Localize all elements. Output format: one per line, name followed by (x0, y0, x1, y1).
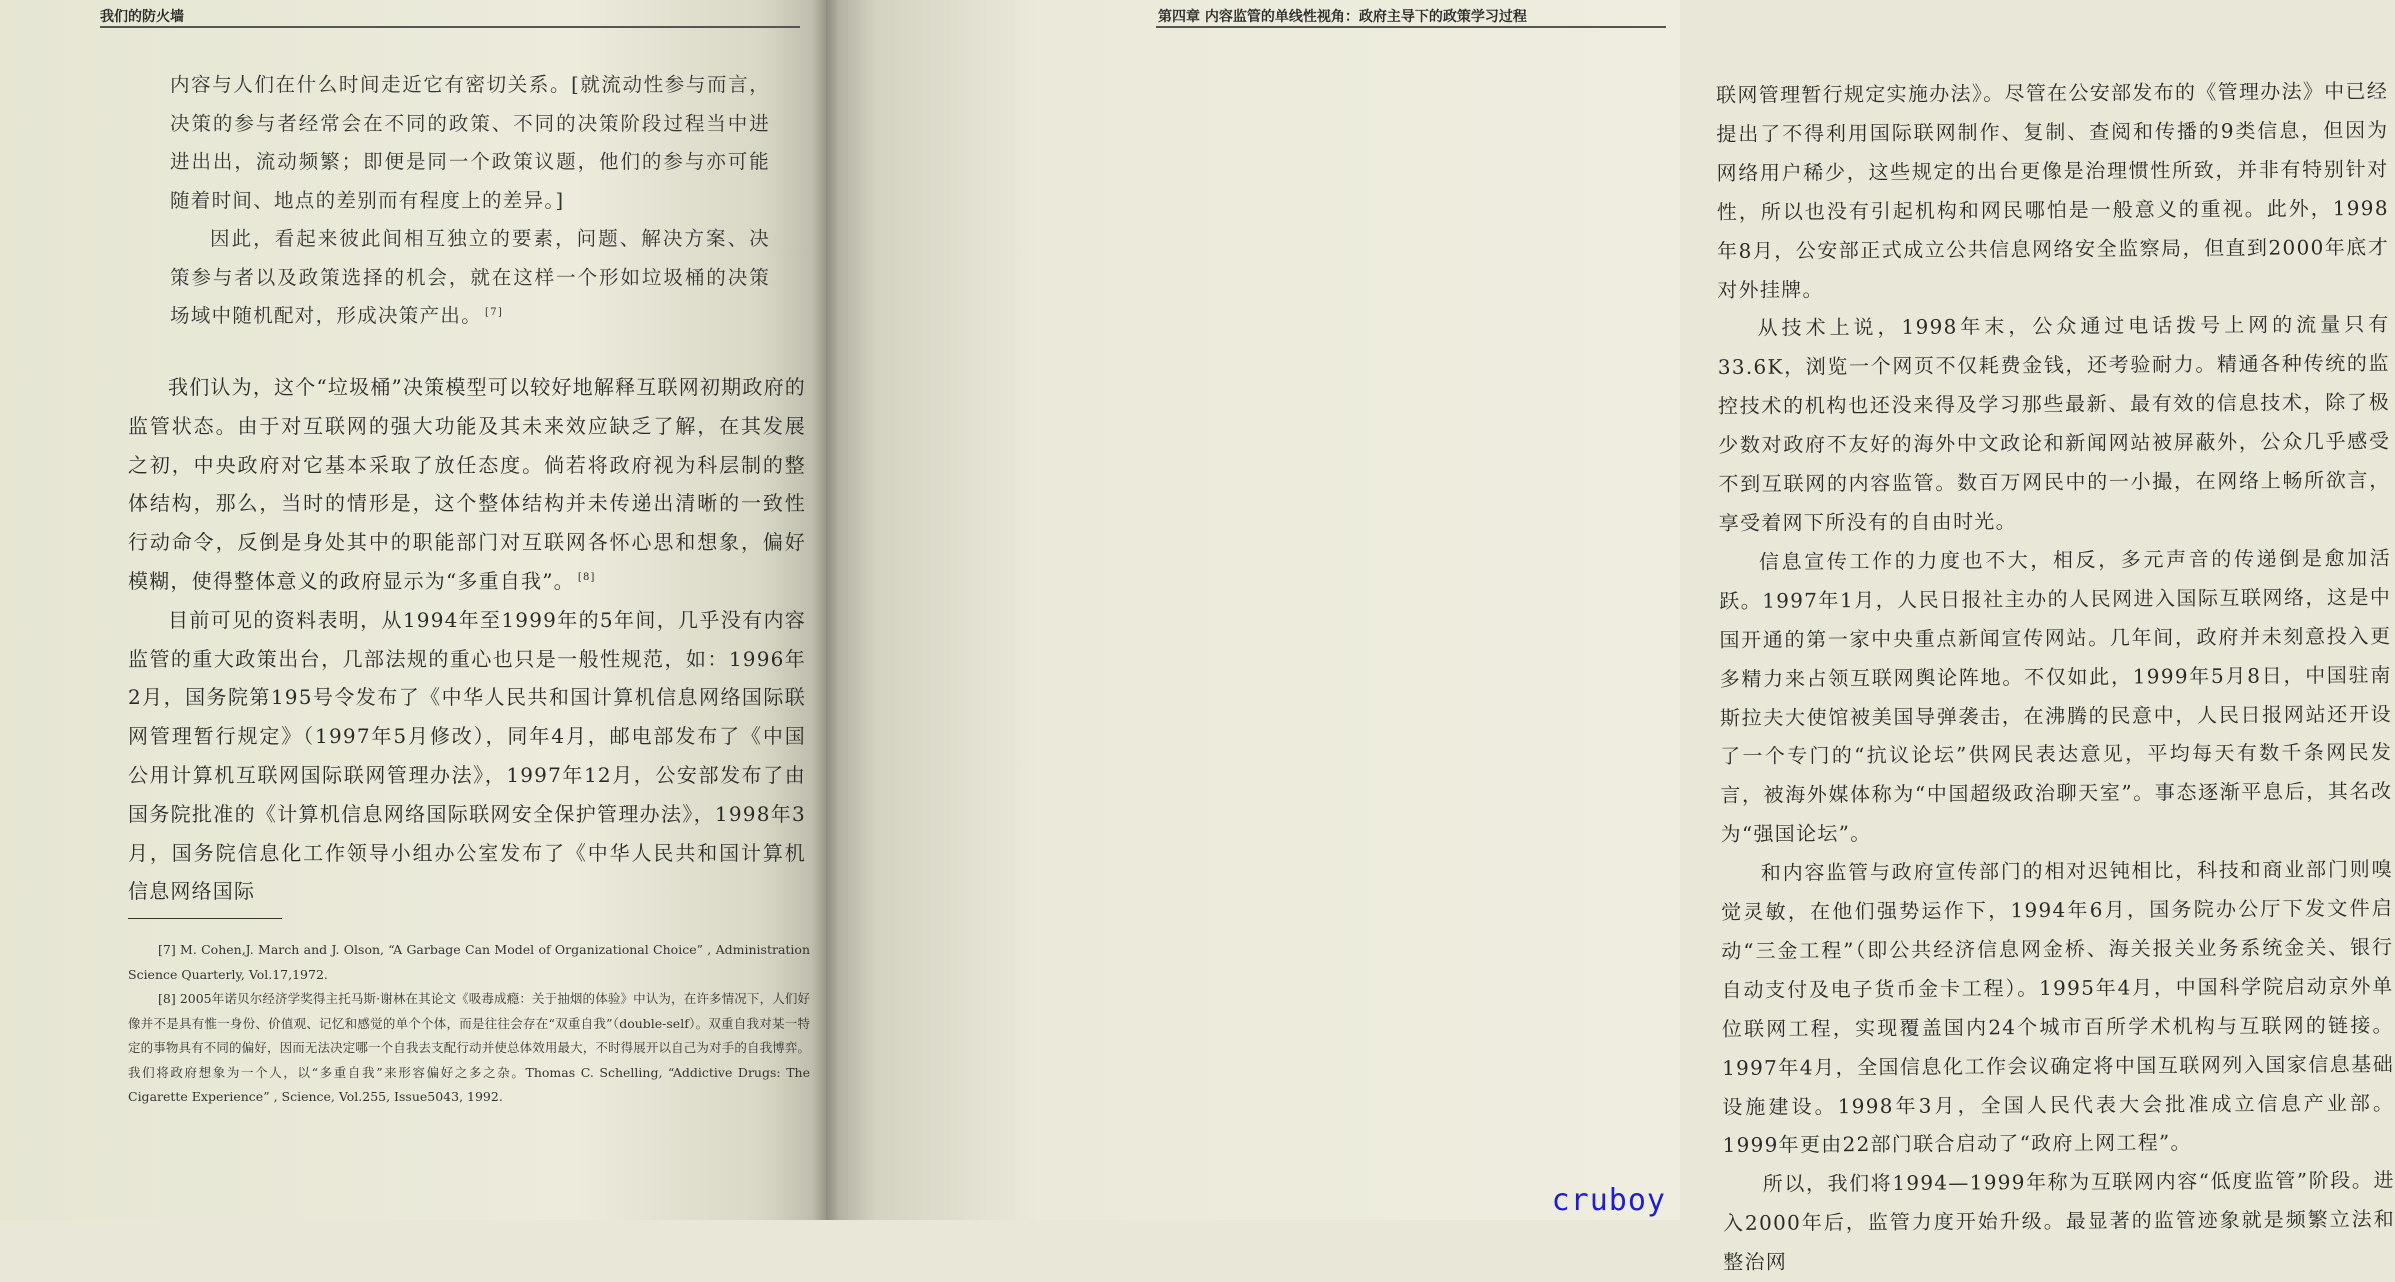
body-paragraph: 和内容监管与政府宣传部门的相对迟钝相比，科技和商业部门则嗅觉灵敏，在他们强势运作下，1994年6月，国务院办公厅下发文件启动“三金工程”（即公共经济信息网金桥、海关报关业务系统金关、银行自动支付及电子货币金卡工程）。1995年4月，中国科学院启动京外单位联网工程，实现覆盖国内24个城市百所学术机构与互联网的链接。1997年4月，全国信息化工作会议确定将中国互联网列入国家信息基础设施建设。1998年3月，全国人民代表大会批准成立信息产业部。1999年更由22部门联合启动了“政府上网工程”。 (1721, 857, 2395, 1158)
body-paragraph: 联网管理暂行规定实施办法》。尽管在公安部发布的《管理办法》中已经提出了不得利用国际联网制作、复制、查阅和传播的9类信息，但因为网络用户稀少，这些规定的出台更像是治理惯性所致，并非有特别针对性，所以也没有引起机构和网民哪怕是一般意义的重视。此外，1998年8月，公安部正式成立公共信息网络安全监察局，但直到2000年底才对外挂牌。 (1716, 78, 2390, 302)
right-header-rule (1156, 26, 1666, 28)
quote-paragraph-2-text: 因此，看起来彼此间相互独立的要素，问题、解决方案、决策参与者以及政策选择的机会，就在这样一个形如垃圾桶的决策场域中随机配对，形成决策产出。 (170, 227, 770, 327)
right-running-head: 第四章 内容监管的单线性视角：政府主导下的政策学习过程 (1158, 9, 1527, 25)
footnote-separator (128, 918, 282, 919)
quote-paragraph-1: 内容与人们在什么时间走近它有密切关系。[就流动性参与而言，决策的参与者经常会在不同的政策、不同的决策阶段过程当中进进出出，流动频繁；即便是同一个政策议题，他们的参与亦可能随着时间、地点的差别而有程度上的差异。] (170, 73, 770, 212)
left-page (0, 0, 826, 1220)
quote-paragraph-2 (170, 220, 770, 336)
right-body-text (1716, 72, 2395, 1282)
footnote-8: [8] 2005年诺贝尔经济学奖得主托马斯·谢林在其论文《吸毒成瘾：关于抽烟的体验》中认为，在许多情况下，人们好像并不是具有惟一身份、价值观、记忆和感觉的单个个体，而是往往会存在“双重自我”（double-self）。双重自我对某一特定的事物具有不同的偏好，因而无法决定哪一个自我去支配行动并使总体效用最大，不时得展开以自己为对手的自我博弈。我们将政府想象为一个人，以“多重自我”来形容偏好之多之杂。Thomas C. Schelling, “Addictive Drugs: The Cigarette Experience” , Science, Vol.255, Issue5043, 1992. (128, 991, 810, 1104)
body-paragraph-text: 我们认为，这个“垃圾桶”决策模型可以较好地解释互联网初期政府的监管状态。由于对互联网的强大功能及其未来效应缺乏了解，在其发展之初，中央政府对它基本采取了放任态度。倘若将政府视为科层制的整体结构，那么，当时的情形是，这个整体结构并未传递出清晰的一致性行动命令，反倒是身处其中的职能部门对互联网各怀心思和想象，偏好模糊，使得整体意义的政府显示为“多重自我”。 (128, 375, 806, 593)
footnote-7: [7] M. Cohen,J. March and J. Olson, “A Garbage Can Model of Organizational Choice” , Administration Science Quarterly, Vol.17,1972. (128, 942, 810, 982)
scanner-watermark: cruboy (1551, 1183, 1666, 1218)
right-page (826, 0, 2395, 1275)
footnote-ref-7: [7] (485, 306, 504, 318)
body-paragraph: 目前可见的资料表明，从1994年至1999年的5年间，几乎没有内容监管的重大政策出台，几部法规的重心也只是一般性规范，如：1996年2月，国务院第195号令发布了《中华人民共和国计算机信息网络国际联网管理暂行规定》（1997年5月修改），同年4月，邮电部发布了《中国公用计算机互联网国际联网管理办法》，1997年12月，公安部发布了由国务院批准的《计算机信息网络国际联网安全保护管理办法》，1998年3月，国务院信息化工作领导小组办公室发布了《中华人民共和国计算机信息网络国际 (128, 607, 806, 904)
body-paragraph: 信息宣传工作的力度也不大，相反，多元声音的传递倒是愈加活跃。1997年1月，人民日报社主办的人民网进入国际互联网络，这是中国开通的第一家中央重点新闻宣传网站。几年间，政府并未刻意投入更多精力来占领互联网舆论阵地。不仅如此，1999年5月8日，中国驻南斯拉夫大使馆被美国导弹袭击，在沸腾的民意中，人民日报网站还开设了一个专门的“抗议论坛”供网民表达意见，平均每天有数千条网民发言，被海外媒体称为“中国超级政治聊天室”。事态逐渐平息后，其名改为“强国论坛”。 (1719, 545, 2393, 847)
body-paragraph: 所以，我们将1994—1999年称为互联网内容“低度监管”阶段。进入2000年后，监管力度开始升级。最显著的监管迹象就是频繁立法和整治网 (1722, 1168, 2395, 1275)
left-header-rule (100, 26, 800, 28)
block-quote (170, 66, 770, 336)
left-running-head: 我们的防火墙 (100, 9, 184, 25)
footnotes (128, 938, 810, 1110)
body-paragraph: 从技术上说，1998年末，公众通过电话拨号上网的流量只有33.6K，浏览一个网页不仅耗费金钱，还考验耐力。精通各种传统的监控技术的机构也还没来得及学习那些最新、最有效的信息技术，除了极少数对政府不友好的海外中文政论和新闻网站被屏蔽外，公众几乎感受不到互联网的内容监管。数百万网民中的一小撮，在网络上畅所欲言，享受着网下所没有的自由时光。 (1717, 312, 2391, 535)
left-body-text (128, 368, 806, 911)
body-paragraph (128, 368, 806, 601)
book-gutter-shadow (812, 0, 840, 1220)
footnote-ref-8: [8] (577, 572, 596, 584)
